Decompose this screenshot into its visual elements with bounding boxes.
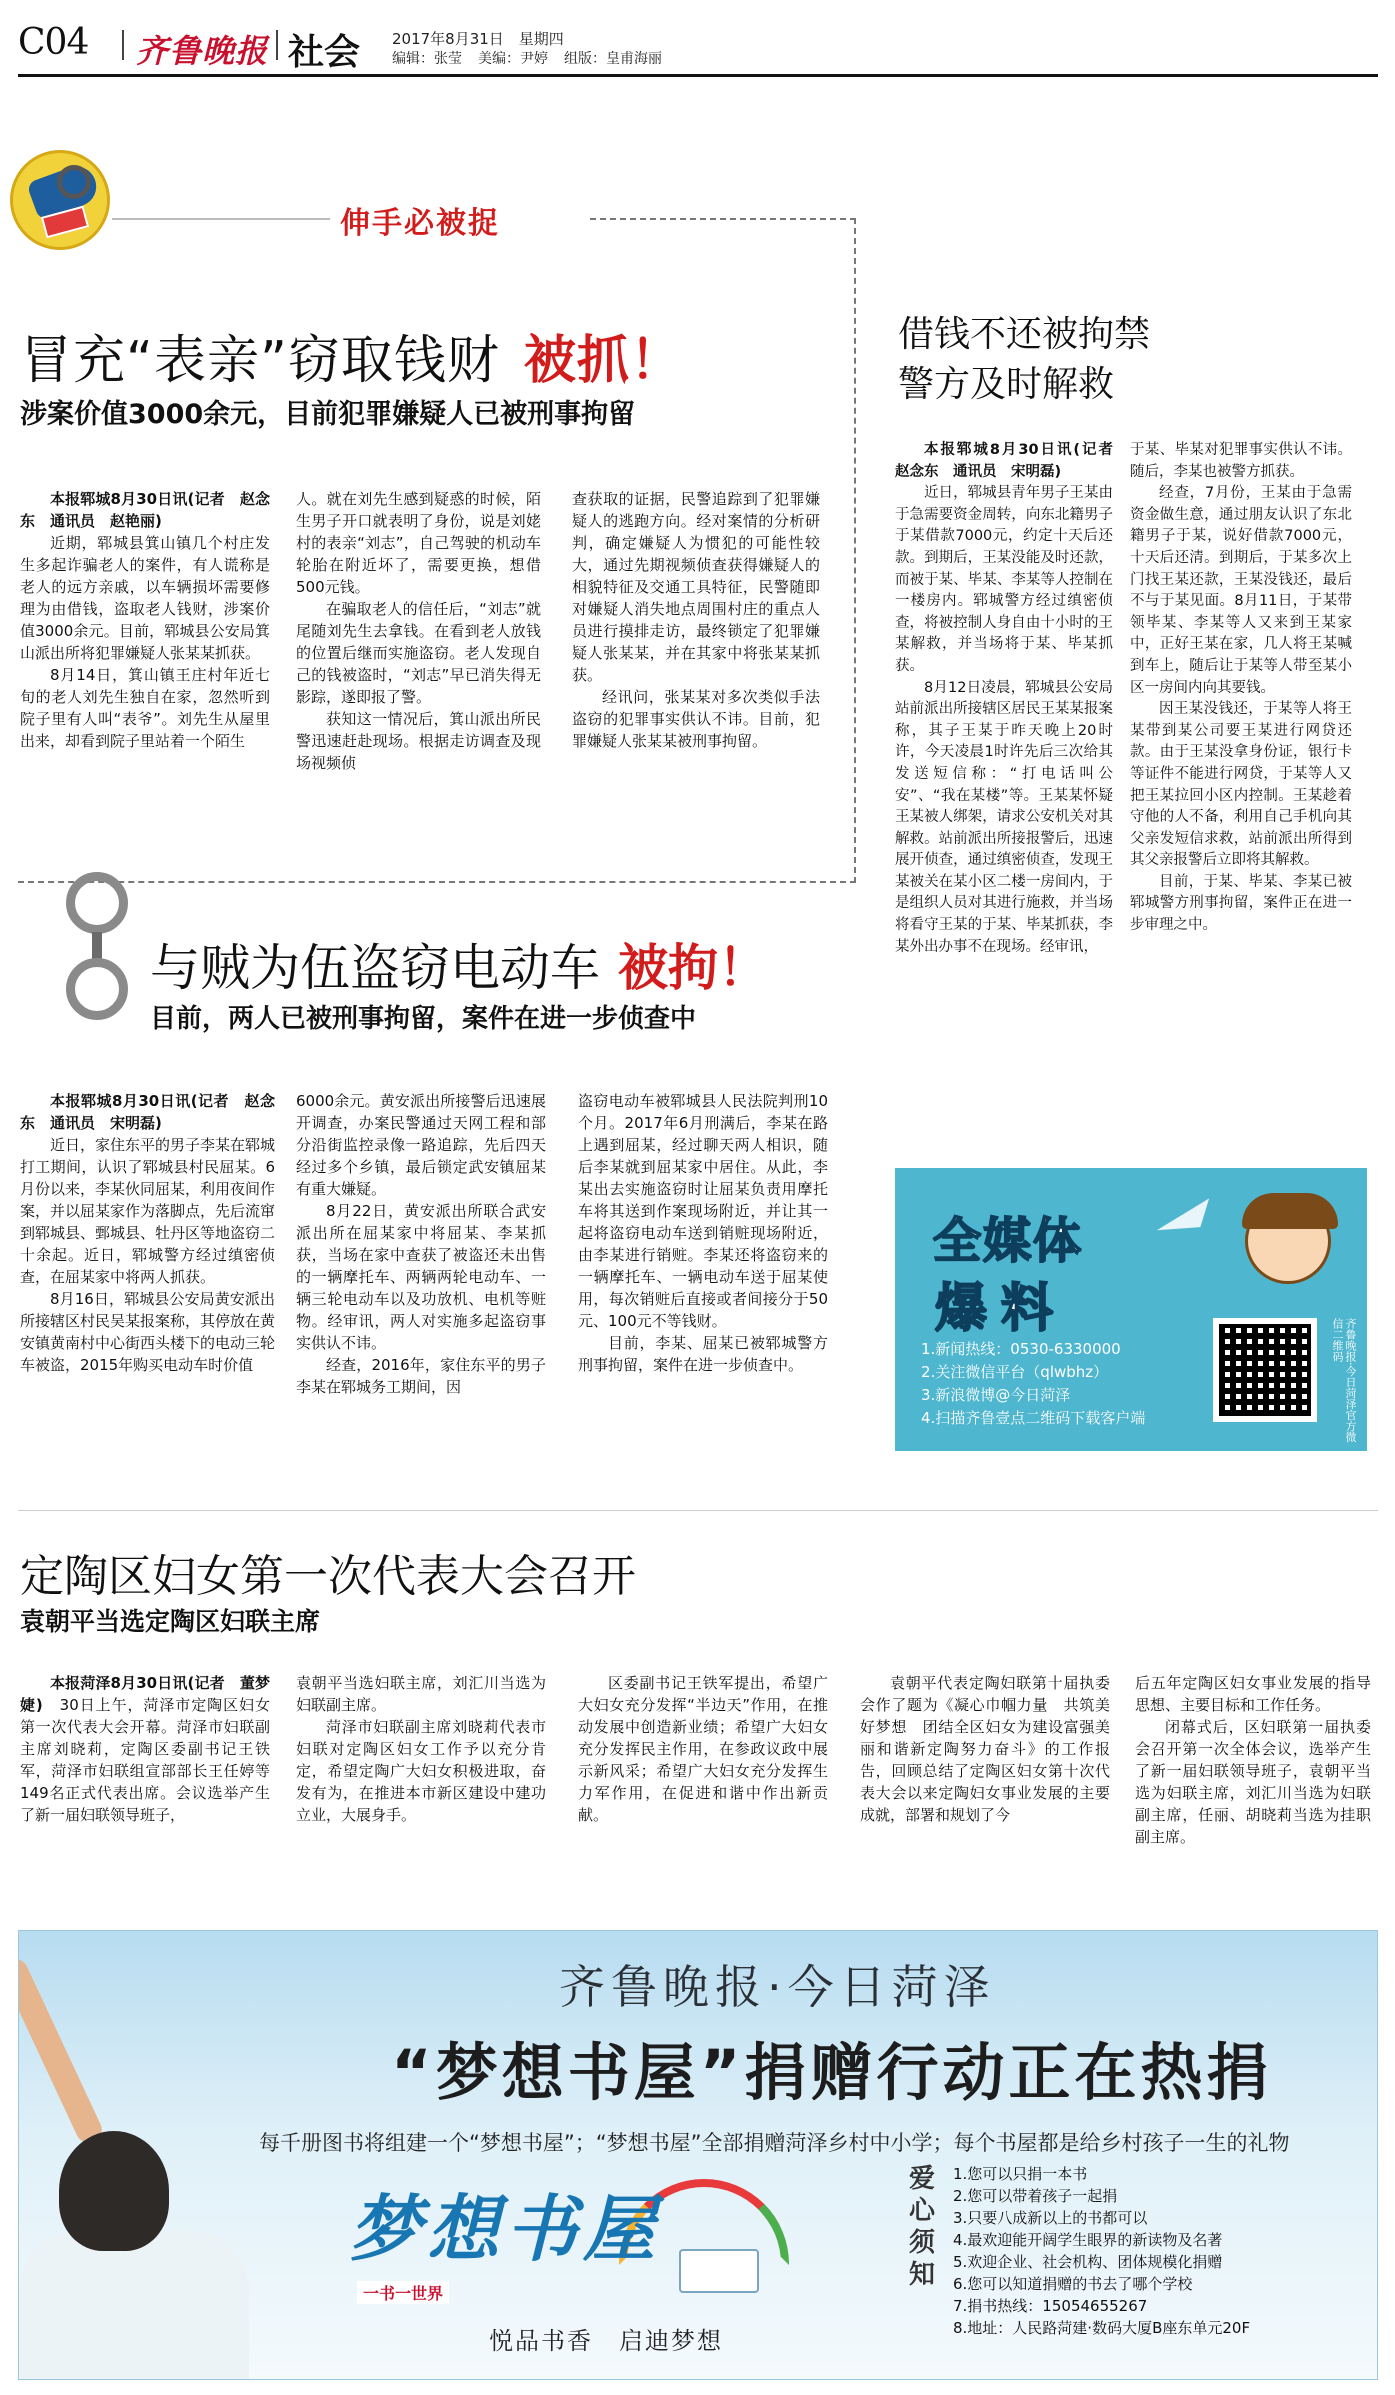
ad-description: 每千册图书将组建一个“梦想书屋”；“梦想书屋”全部捐赠菏泽乡村中小学；每个书屋都是给乡村孩子一生的礼物 — [259, 2131, 1290, 2155]
paragraph: 人。就在刘先生感到疑惑的时候，陌生男子开口就表明了身份，说是刘姥村的表亲“刘志”，自己驾驶的机动车轮胎在附近坏了，需要更换，想借500元钱。 — [296, 490, 541, 596]
story3-headline[interactable]: 定陶区妇女第一次代表大会召开 — [20, 1551, 636, 1602]
qr-caption: 齐鲁晚报·今日菏泽官方微信二维码 — [1331, 1318, 1357, 1443]
story3-column-2 — [296, 1672, 546, 1826]
note-item: 4.最欢迎能开阔学生眼界的新读物及名著 — [953, 2231, 1223, 2249]
note-item: 3.只要八成新以上的书都可以 — [953, 2209, 1148, 2227]
story2-subhead: 目前，两人已被刑事拘留，案件在进一步侦查中 — [150, 1004, 697, 1034]
note-item: 1.您可以只捐一本书 — [953, 2165, 1088, 2183]
paragraph: 区委副书记王铁军提出，希望广大妇女充分发挥“半边天”作用，在推动发展中创造新业绩；希望广大妇女充分发挥民主作用，在参政议政中展示新风采；希望广大妇女充分发挥生力军作用，在促进和谐中作出新贡献。 — [578, 1674, 828, 1824]
ad-title-1: 齐鲁晚报·今日菏泽 — [559, 1960, 996, 2014]
column-slogan: 伸手必被捉 — [340, 206, 500, 241]
paper-logo: 齐鲁晚报 — [136, 32, 269, 70]
story1-subhead: 涉案价值3000余元，目前犯罪嫌疑人已被刑事拘留 — [20, 399, 636, 430]
page-number: C04 — [18, 22, 89, 63]
note-item: 2.您可以带着孩子一起捐 — [953, 2187, 1118, 2205]
logo-name: 梦想书屋 — [349, 2186, 662, 2271]
paragraph-text: 30日上午，菏泽市定陶区妇女第一次代表大会开幕。菏泽市妇联副主席刘晓莉，定陶区委副书记王铁军，菏泽市妇联组宣部部长王任婷等149名正式代表出席。会议选举产生了新一届妇联领导班子， — [20, 1696, 270, 1824]
promo-item: 1.新闻热线：0530-6330000 — [921, 1340, 1121, 1358]
handcuffs-icon — [58, 862, 138, 1032]
story3-column-4 — [860, 1672, 1110, 1826]
paragraph: 目前，李某、屈某已被郓城警方刑事拘留，案件在进一步侦查中。 — [578, 1334, 828, 1374]
headline-line: 警方及时解救 — [898, 364, 1115, 405]
headline-line: 借钱不还被拘禁 — [898, 314, 1151, 355]
paragraph: 8月16日，郓城县公安局黄安派出所接辖区村民吴某报案称，其停放在黄安镇黄南村中心街西头楼下的电动三轮车被盗，2015年购买电动车时价值 — [20, 1290, 276, 1374]
story2-headline[interactable] — [150, 928, 768, 1000]
paragraph: 闭幕式后，区妇联第一届执委会召开第一次全体会议，选举产生了新一届妇联领导班子，袁朝平当选为妇联主席，刘汇川当选为妇联副主席，任丽、胡晓莉当选为挂职副主席。 — [1135, 1718, 1371, 1846]
headline-main: 与贼为伍盗窃电动车 — [150, 939, 600, 997]
note-item: 8.地址：人民路菏建·数码大厦B座东单元20F — [953, 2319, 1251, 2337]
paragraph: 在骗取老人的信任后，“刘志”就尾随刘先生去拿钱。在看到老人放钱的位置后继而实施盗窃。老人发现自己的钱被盗时，“刘志”早已消失得无影踪，遂即报了警。 — [296, 600, 541, 706]
paragraph: 近期，郓城县箕山镇几个村庄发生多起诈骗老人的案件，有人谎称是老人的远方亲戚，以车辆损坏需要修理为由借钱，盗取老人钱财，涉案价值3000余元。目前，郓城县公安局箕山派出所将犯罪嫌疑人张某某抓获。 — [20, 534, 270, 662]
paragraph — [20, 1672, 270, 1826]
qr-code-icon[interactable] — [1213, 1318, 1317, 1422]
cartoon-boy-icon — [1245, 1198, 1331, 1284]
masthead — [18, 22, 1378, 73]
open-book-icon — [679, 2249, 759, 2293]
byline: 本报郓城8月30日讯(记者 赵念东 通讯员 宋明磊) — [20, 1092, 275, 1132]
right-story-column-1 — [895, 440, 1128, 958]
paragraph: 于某、毕某对犯罪事实供认不讳。随后，李某也被警方抓获。 — [1130, 442, 1352, 480]
paragraph: 8月12日凌晨，郓城县公安局站前派出所接辖区居民王某某报案称，其子王某于昨天晚上20时许，今天凌晨1时许先后三次给其发送短信称：“打电话叫公安”、“我在某楼”等。王某某怀疑王某被人绑架，请求公安机关对其解救。站前派出所接报警后，迅速展开侦查，通过缜密侦查，发现王某被关在某小区二楼一房间内，于是组织人员对其进行施救，并当场将看守王某的于某、毕某抓获，李某外出办事不在现场。经审讯， — [895, 679, 1113, 955]
story3-column-5 — [1135, 1672, 1371, 1848]
paragraph: 菏泽市妇联副主席刘晓莉代表市妇联对定陶区妇女工作予以充分肯定，希望定陶广大妇女积极进取，奋发有为，在推进本市新区建设中建功立业，大展身手。 — [296, 1718, 546, 1824]
section-title: 社会 — [288, 32, 361, 73]
paragraph: 盗窃电动车被郓城县人民法院判刑10个月。2017年6月刑满后，李某在路上遇到屈某，经过聊天两人相识，随后李某就到屈某家中居住。从此，李某出去实施盗窃时让屈某负责用摩托车将其送到作案现场附近，并让其一起将盗窃电动车送到销赃现场附近，由李某进行销赃。李某还将盗窃来的一辆摩托车、一辆电动车送于屈某使用，每次销赃后直接或者间接分于50元、100元不等钱财。 — [578, 1092, 828, 1330]
story1-headline[interactable] — [20, 318, 683, 393]
headline-red: 被抓！ — [523, 331, 683, 391]
story1-frame-top — [590, 218, 856, 220]
note-item: 7.捐书热线：15054655267 — [953, 2297, 1148, 2315]
donation-notes — [953, 2163, 1250, 2339]
paragraph: 查获取的证据，民警追踪到了犯罪嫌疑人的逃跑方向。经对案情的分析研判，确定嫌疑人为惯犯的可能性较大，通过先期视频侦查获得嫌疑人的相貌特征及交通工具特征，民警随即对嫌疑人消失地点周围村庄的重点人员进行摸排走访，最终锁定了犯罪嫌疑人张某某，并在其家中将张某某抓获。 — [572, 490, 820, 684]
ad-tagline: 悦品书香 启迪梦想 — [489, 2327, 723, 2355]
divider — [122, 30, 124, 60]
story1-column-1 — [20, 488, 270, 752]
dream-library-logo — [349, 2171, 789, 2361]
right-story-headline[interactable] — [898, 310, 1150, 410]
promo-title-2: 爆料 — [935, 1279, 1068, 1339]
paragraph: 经查，2016年，家住东平的男子李某在郓城务工期间，因 — [296, 1356, 546, 1396]
paragraph: 获知这一情况后，箕山派出所民警迅速赶赴现场。根据走访调查及现场视频侦 — [296, 710, 541, 772]
promo-item: 4.扫描齐鲁壹点二维码下载客户端 — [921, 1409, 1146, 1427]
story3-column-1 — [20, 1672, 270, 1826]
story2-column-1 — [20, 1090, 275, 1376]
paper-plane-icon — [1153, 1198, 1218, 1241]
dream-library-ad[interactable] — [18, 1930, 1378, 2380]
masthead-rule — [18, 74, 1378, 77]
editor-credits — [392, 48, 678, 68]
promo-contact-list — [921, 1338, 1145, 1430]
story1-column-3 — [572, 488, 820, 752]
layout-credit: 组版：皇甫海丽 — [564, 51, 662, 67]
section-divider — [18, 1510, 1378, 1511]
headline-red: 被拘！ — [618, 939, 768, 997]
note-item: 6.您可以知道捐赠的书去了哪个学校 — [953, 2275, 1193, 2293]
note-item: 5.欢迎企业、社会机构、团体规模化捐赠 — [953, 2253, 1223, 2271]
headline-main: 冒充“表亲”窃取钱财 — [20, 331, 500, 391]
promo-item: 3.新浪微博@今日菏泽 — [921, 1386, 1071, 1404]
right-story-column-2 — [1130, 440, 1352, 937]
paragraph: 8月14日，箕山镇王庄村年近七旬的老人刘先生独自在家，忽然听到院子里有人叫“表爷”。刘先生从屋里出来，却看到院子里站着一个陌生 — [20, 666, 270, 750]
issue-date: 2017年8月31日 星期四 — [392, 30, 564, 48]
story3-column-3 — [578, 1672, 828, 1826]
paragraph: 8月22日，黄安派出所联合武安派出所在屈某家中将屈某、李某抓获，当场在家中查获了被盗还未出售的一辆摩托车、两辆两轮电动车、一辆三轮电动车以及功放机、电机等赃物。经审讯，两人对实施多起盗窃事实供认不讳。 — [296, 1202, 546, 1352]
byline: 本报郓城8月30日讯(记者 赵念东 通讯员 赵艳丽) — [20, 490, 270, 530]
story2-column-2 — [296, 1090, 546, 1398]
byline: 本报菏泽8月30日讯(记者 董梦婕) — [20, 1674, 270, 1714]
media-tipoff-promo[interactable] — [895, 1168, 1367, 1451]
byline: 本报郓城8月30日讯(记者 赵念东 通讯员 宋明磊) — [895, 442, 1128, 480]
paragraph: 目前，于某、毕某、李某已被郓城警方刑事拘留，案件正在进一步审理之中。 — [1130, 873, 1352, 934]
story3-subhead: 袁朝平当选定陶区妇联主席 — [20, 1607, 321, 1636]
editor-credit: 编辑：张莹 — [392, 51, 462, 67]
paragraph: 近日，郓城县青年男子王某由于急需要资金周转，向东北籍男子于某借款7000元，约定十天后还款。到期后，王某没能及时还款，而被于某、毕某、李某等人控制在一楼房内。郓城警方经过缜密侦查，将被控制人身自由十小时的王某解救，并当场将于某、毕某抓获。 — [895, 485, 1113, 674]
paragraph: 经查，7月份，王某由于急需资金做生意，通过朋友认识了东北籍男子于某，说好借款7000元，十天后还清。到期后，于某多次上门找王某还款，王某没钱还，最后不与于某见面。8月11日，于某带领毕某、李某等人又来到王某家中，正好王某在家，几人将王某喊到车上，随后让于某等人带至某小区一房间内向其要钱。 — [1130, 485, 1352, 696]
paragraph: 后五年定陶区妇女事业发展的指导思想、主要目标和工作任务。 — [1135, 1674, 1371, 1714]
divider — [276, 30, 278, 60]
paragraph: 近日，家住东平的男子李某在郓城打工期间，认识了郓城县村民屈某。6月份以来，李某伙同屈某，利用夜间作案，并以屈某家作为落脚点，先后流窜到郓城县、鄄城县、牡丹区等地盗窃二十余起。近日，郓城警方经过缜密侦查，在屈某家中将两人抓获。 — [20, 1136, 276, 1286]
paragraph: 袁朝平代表定陶妇联第十届执委会作了题为《凝心巾帼力量 共筑美好梦想 团结全区妇女为建设富强美丽和谐新定陶努力奋斗》的工作报告，回顾总结了定陶区妇女第十次代表大会以来定陶妇女事业发展的主要成就，部署和规划了今 — [860, 1674, 1110, 1824]
logo-motto: 一书一世界 — [357, 2281, 449, 2304]
paragraph: 袁朝平当选妇联主席，刘汇川当选为妇联副主席。 — [296, 1674, 546, 1714]
story1-column-2 — [296, 488, 541, 774]
art-credit: 美编：尹婷 — [478, 51, 548, 67]
paragraph: 经讯问，张某某对多次类似手法盗窃的犯罪事实供认不讳。目前，犯罪嫌疑人张某某被刑事拘留。 — [572, 688, 820, 750]
promo-item: 2.关注微信平台（qlwbhz） — [921, 1363, 1109, 1381]
paragraph: 因王某没钱还，于某等人将王某带到某公司要王某进行网贷还款。由于王某没拿身份证，银行卡等证件不能进行网贷，于某等人又把王某拉回小区内控制。王某趁着守他的人不备，利用自己手机向其父亲发短信求救，站前派出所得到其父亲报警后立即将其解救。 — [1130, 701, 1352, 869]
ad-title-2: “梦想书屋”捐赠行动正在热捐 — [391, 2036, 1273, 2109]
story2-column-3 — [578, 1090, 828, 1376]
paragraph: 6000余元。黄安派出所接警后迅速展开调查，办案民警通过天网工程和部分沿街监控录像一路追踪，先后四天经过多个乡镇，最后锁定武安镇屈某有重大嫌疑。 — [296, 1092, 546, 1198]
notes-title: 爱心须知 — [909, 2164, 936, 2290]
promo-title-1: 全媒体 — [933, 1213, 1084, 1269]
